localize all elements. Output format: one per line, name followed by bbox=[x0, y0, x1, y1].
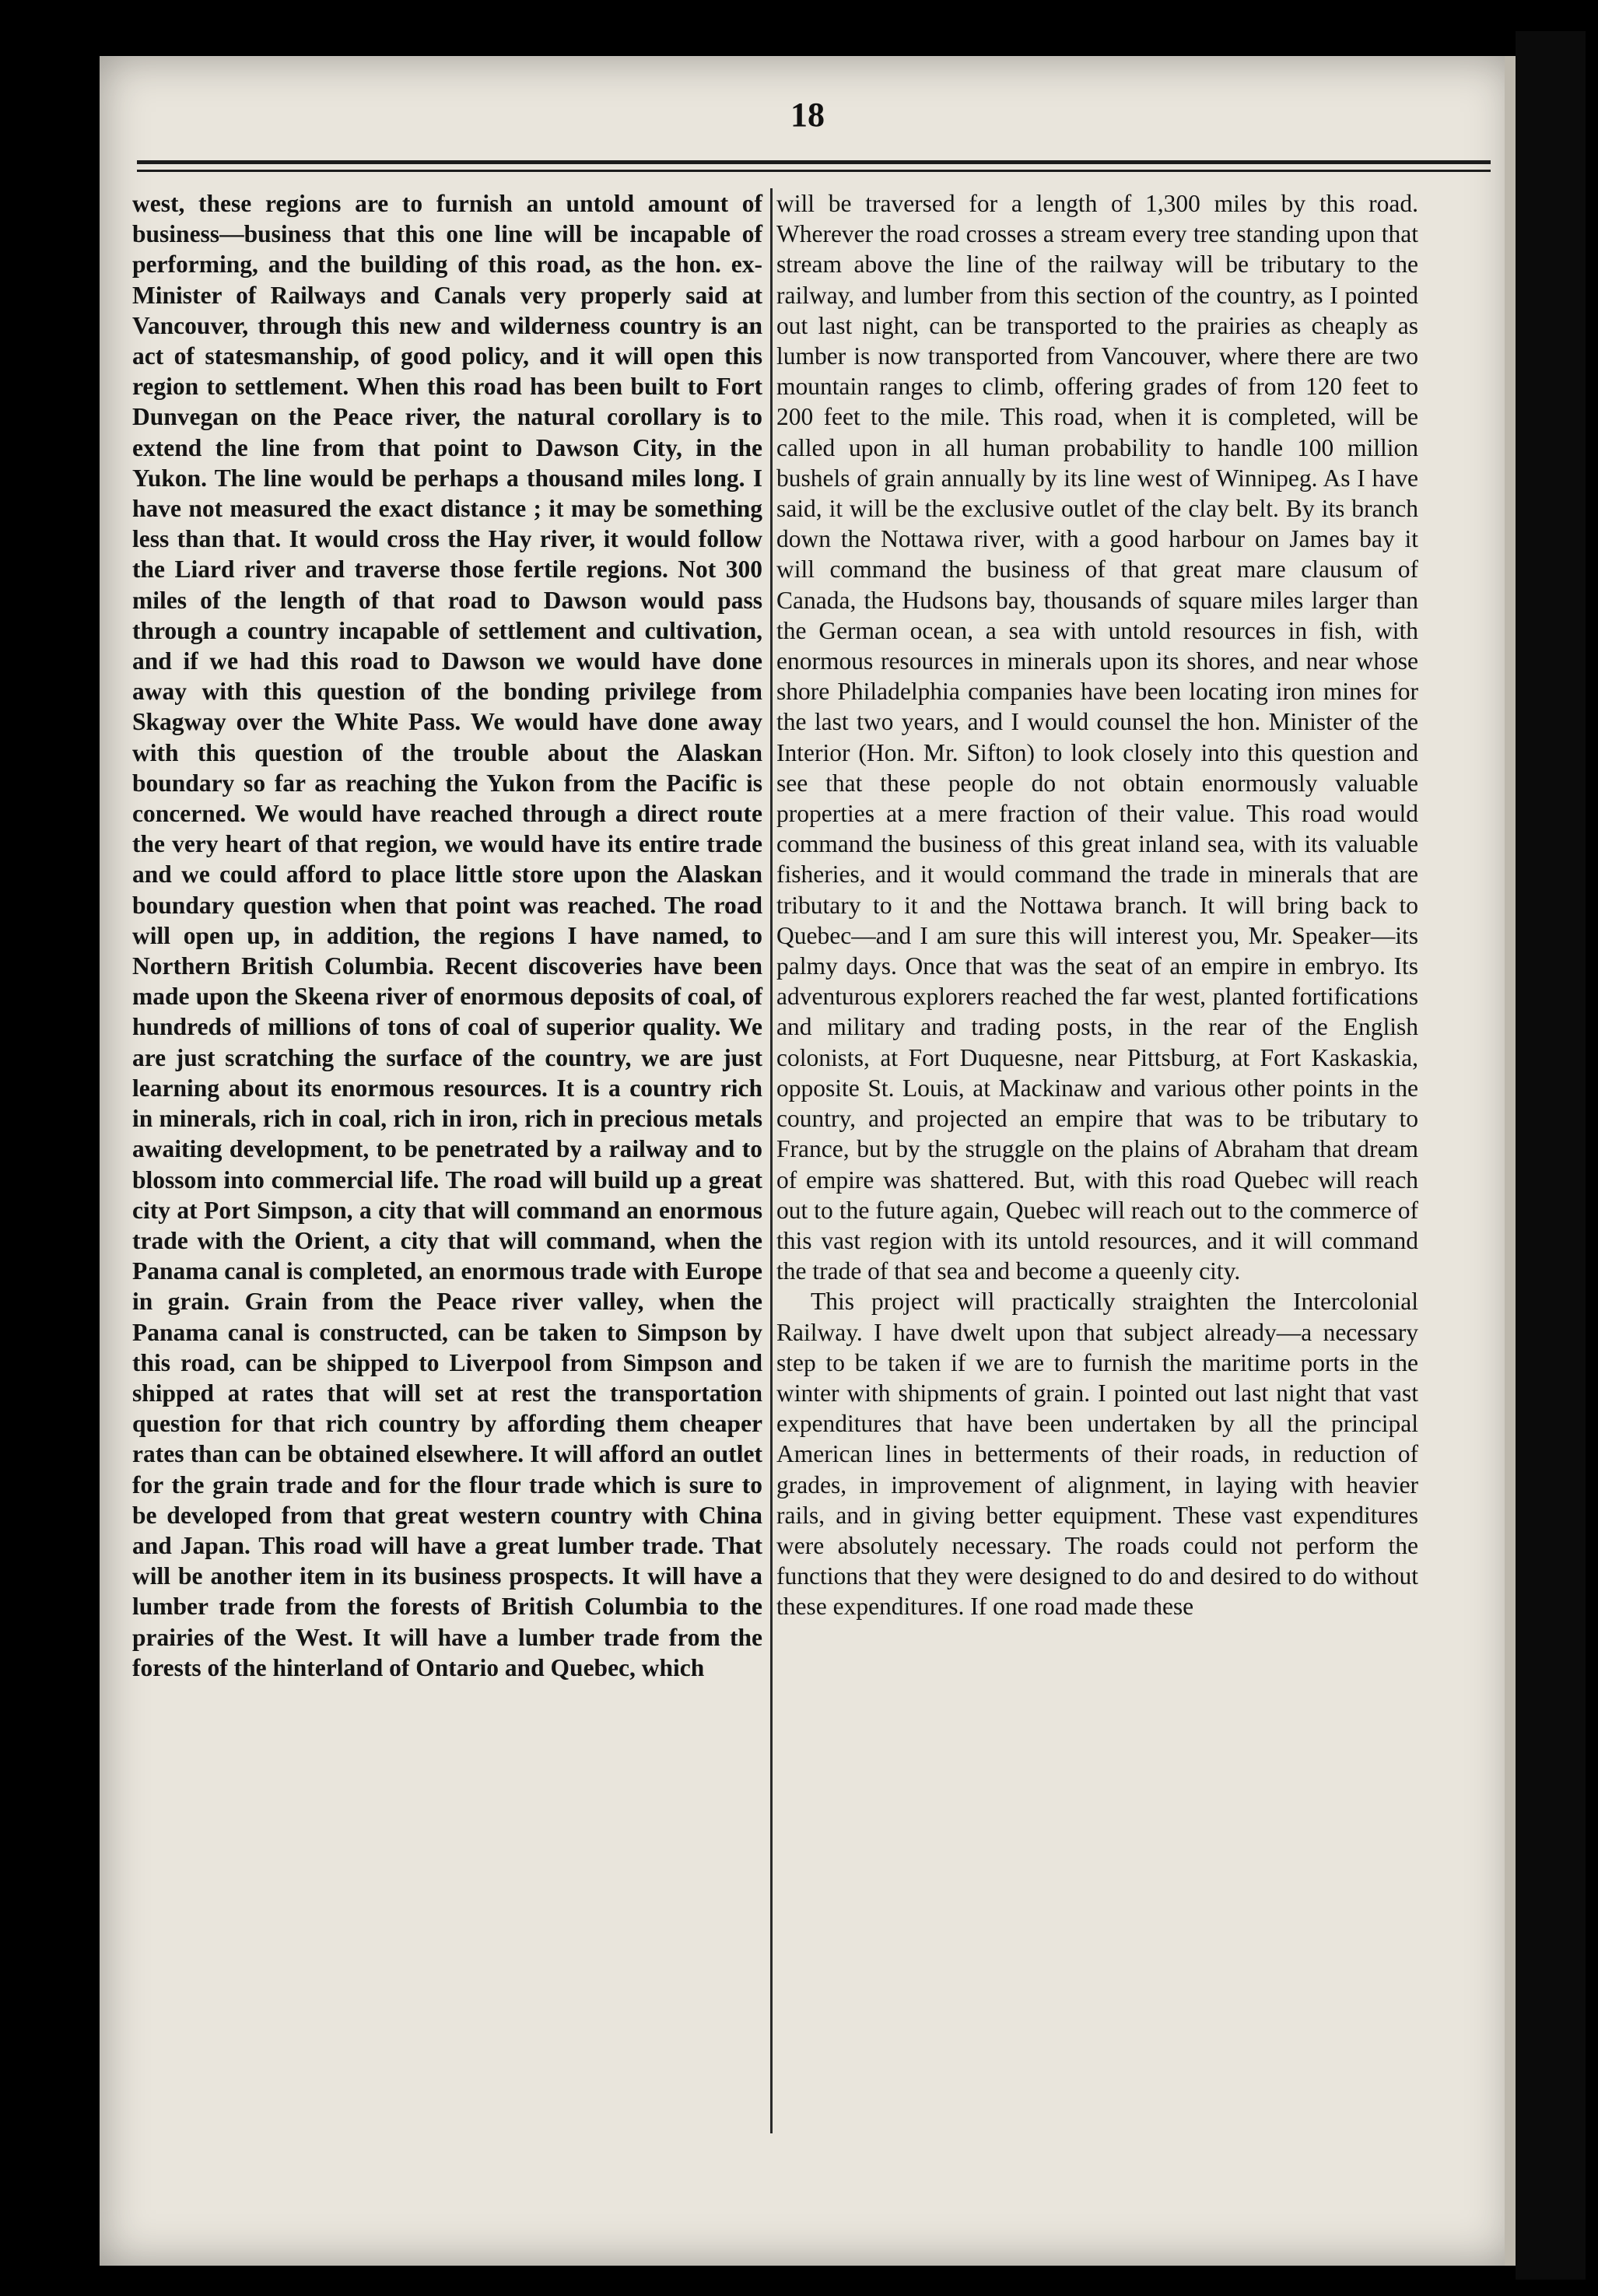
left-column bbox=[132, 188, 762, 1683]
paragraph: will be traversed for a length of 1,300 miles by this road. Wherever the road crosses a stream every tree standing upon that stream above the line of the railway will be tributary to the railway, and lumber from this section of the country, as I pointed out last night, can be transported to the prairies as cheaply as lumber is now transported from Vancouver, where there are two mountain ranges to climb, offering grades of from 120 feet to 200 feet to the mile. This road, when it is completed, will be called upon in all human probability to handle 100 million bushels of grain annually by its line west of Winnipeg. As I have said, it will be the exclusive outlet of the clay belt. By its branch down the Nottawa river, with a good harbour on James bay it will command the business of that great mare clausum of Canada, the Hudsons bay, thousands of square miles larger than the German ocean, a sea with untold resources in fish, with enormous resources in minerals upon its shores, and near whose shore Philadelphia companies have been locating iron mines for the last two years, and I would counsel the hon. Minister of the Interior (Hon. Mr. Sifton) to look closely into this question and see that these people do not obtain enormously valuable properties at a mere fraction of their value. This road would command the business of this great inland sea, with its valuable fisheries, and it would command the trade in minerals that are tributary to it and the Nottawa branch. It will bring back to Quebec—and I am sure this will interest you, Mr. Speaker—its palmy days. Once that was the seat of an empire in embryo. Its adventurous explorers reached the far west, planted fortifications and military and trading posts, in the rear of the English colonists, at Fort Duquesne, near Pittsburg, at Fort Kaskaskia, opposite St. Louis, at Mackinaw and various other points in the country, and projected an empire that was to be tributary to France, but by the struggle on the plains of Abraham that dream of empire was shattered. But, with this road Quebec will reach out to the future again, Quebec will reach out to the commerce of this vast region with its untold resources, and it will command the trade of that sea and become a queenly city. bbox=[776, 190, 1418, 1285]
right-column bbox=[776, 188, 1418, 1622]
paragraph: west, these regions are to furnish an untold amount of business—business that this one line will be incapable of performing, and the building of this road, as the hon. ex-Minister of Railways and Canals very properly said at Vancouver, through this new and wilderness country is an act of statesmanship, of good policy, and it will open this region to settlement. When this road has been built to Fort Dunvegan on the Peace river, the natural corollary is to extend the line from that point to Dawson City, in the Yukon. The line would be perhaps a thousand miles long. I have not measured the exact distance ; it may be something less than that. It would cross the Hay river, it would follow the Liard river and traverse those fertile regions. Not 300 miles of the length of that road to Dawson would pass through a country incapable of settlement and cultivation, and if we had this road to Dawson we would have done away with this question of the bonding privilege from Skagway over the White Pass. We would have done away with this question of the trouble about the Alaskan boundary so far as reaching the Yukon from the Pacific is concerned. We would have reached through a direct route the very heart of that region, we would have its entire trade and we could afford to place little store upon the Alaskan boundary question when that point was reached. The road will open up, in addition, the regions I have named, to Northern British Columbia. Recent discoveries have been made upon the Skeena river of enormous deposits of coal, of hundreds of millions of tons of coal of superior quality. We are just scratching the surface of the country, we are just learning about its enormous resources. It is a country rich in minerals, rich in coal, rich in iron, rich in precious metals awaiting development, to be penetrated by a railway and to blossom into commercial life. The road will build up a great city at Port Simpson, a city that will command an enormous trade with the Orient, a city that will command, when the Panama canal is completed, an enormous trade with Europe in grain. Grain from the Peace river valley, when the Panama canal is constructed, can be taken to Simpson by this road, can be shipped to Liverpool from Simpson and shipped at rates that will set at rest the transportation question for that rich country by affording them cheaper rates than can be obtained elsewhere. It will afford an outlet for the grain trade and for the flour trade which is sure to be developed from that great western country with China and Japan. This road will have a great lumber trade. That will be another item in its business prospects. It will have a lumber trade from the forests of British Columbia to the prairies of the West. It will have a lumber trade from the forests of the hinterland of Ontario and Quebec, which bbox=[132, 190, 762, 1681]
scan-border bbox=[1516, 31, 1586, 2280]
document-page bbox=[100, 56, 1516, 2266]
page-number: 18 bbox=[790, 96, 825, 134]
column-divider bbox=[770, 188, 773, 2133]
paragraph: This project will practically straighten the Intercolonial Railway. I have dwelt upon that subject already—a necessary step to be taken if we are to furnish the maritime ports in the winter with shipments of grain. I pointed out last night that vast expenditures that have been undertaken by all the principal American lines in betterments of their roads, in reduction of grades, in improvement of alignment, in laying with heavier rails, and in giving better equipment. These vast expenditures were absolutely necessary. The roads could not perform the functions that they were designed to do and desired to do without these expenditures. If one road made these bbox=[776, 1288, 1418, 1621]
header-rule-thin bbox=[137, 170, 1491, 172]
page-edge bbox=[1505, 56, 1516, 2266]
header-rule bbox=[137, 160, 1491, 164]
